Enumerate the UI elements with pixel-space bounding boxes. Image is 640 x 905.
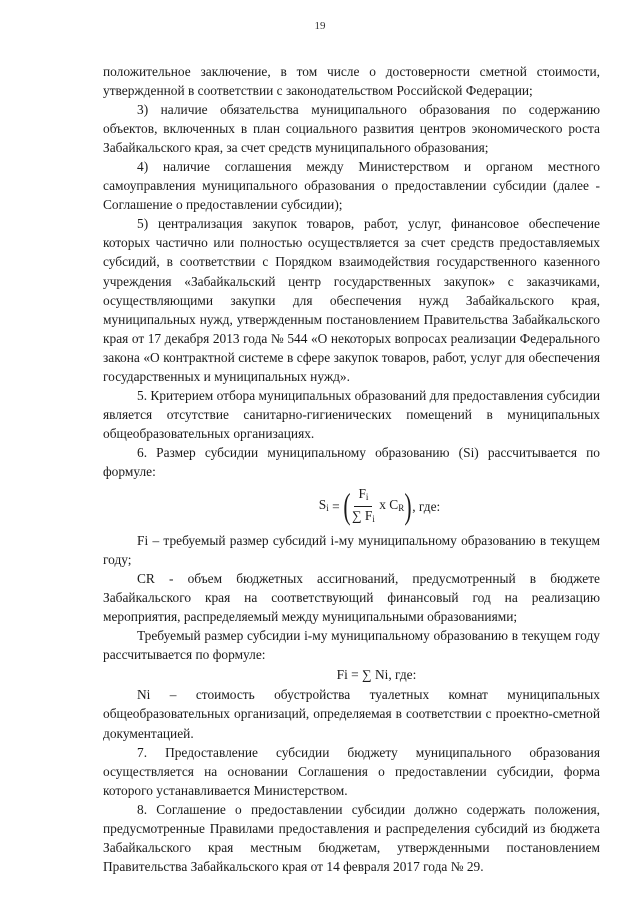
- required-size-formula: Fi = ∑ Ni, где:: [336, 667, 417, 683]
- subsidy-formula: [103, 482, 600, 530]
- formula-right-paren: ): [404, 486, 412, 527]
- formula-multiplier: x $C_R$: [379, 496, 405, 513]
- paragraph-section-6: 6. Размер субсидии муниципальному образованию (Si) рассчитывается по формуле:: [103, 444, 600, 479]
- document-body: [103, 62, 600, 876]
- paragraph-condition-3: 3) наличие обязательства муниципального образования по содержанию объектов, включенных в план социального развития центров экономического роста Забайкальского края, за счет средств муниципального образования;: [103, 102, 600, 156]
- formula-fraction: [352, 486, 375, 527]
- formula-denominator: ∑ $F_i$: [352, 507, 375, 524]
- paragraph-fi-definition: Fi – требуемый размер субсидий i-му муниципальному образованию в текущем году;: [103, 533, 600, 568]
- paragraph-required-size: Требуемый размер субсидии i-му муниципальному образованию в текущем году рассчитывается по формуле:: [103, 628, 600, 663]
- page-number: 19: [314, 20, 326, 32]
- paragraph-cr-definition: CR - объем бюджетных ассигнований, предусмотренный в бюджете Забайкальского края на соответствующий финансовый год на реализацию мероприятия, распределяемый между муниципальными образованиями;: [103, 571, 600, 625]
- formula-equals: =: [332, 498, 340, 514]
- paragraph-section-5: 5. Критерием отбора муниципальных образований для предоставления субсидии является отсутствие санитарно-гигиенических помещений в муниципальных общеобразовательных организациях.: [103, 387, 600, 441]
- paragraph-section-7: 7. Предоставление субсидии бюджету муниципального образования осуществляется на основании Соглашения о предоставлении субсидии, форма которого устанавливается Министерством.: [103, 744, 600, 798]
- paragraph-conclusion: положительное заключение, в том числе о достоверности сметной стоимости, утвержденной в соответствии с законодательством Российской Федерации;: [103, 64, 600, 99]
- paragraph-condition-4: 4) наличие соглашения между Министерством и органом местного самоуправления муниципального образования о предоставлении субсидии (далее - Соглашение о предоставлении субсидии);: [103, 159, 600, 213]
- paragraph-section-8: 8. Соглашение о предоставлении субсидии должно содержать положения, предусмотренные Правилами предоставления и распределения субсидий из бюджета Забайкальского края местным бюджетам, утвержденными постановлением Правительства Забайкальского края от 14 февраля 2017 года № 29.: [103, 801, 600, 874]
- formula-numerator: $F_i$: [354, 486, 372, 507]
- formula-lhs: $S_i$: [318, 496, 329, 513]
- formula-left-paren: (: [343, 486, 351, 527]
- paragraph-ni-definition: Ni – стоимость обустройства туалетных комнат муниципальных общеобразовательных организаций, определяемая в соответствии с проектно-сметной документацией.: [103, 687, 600, 741]
- paragraph-condition-5: 5) централизация закупок товаров, работ, услуг, финансовое обеспечение которых частично или полностью осуществляется за счет средств предоставляемых субсидий, в соответствии с Порядком взаимодействия государственного казенного учреждения «Забайкальский центр государственных закупок» с заказчиками, осуществляющими закупки для обеспечения нужд Забайкальского края, муниципальных нужд, утвержденным постановлением Правительства Забайкальского края от 17 декабря 2013 года № 544 «О некоторых вопросах реализации Федерального закона «О контрактной системе в сфере закупок товаров, работ, услуг для обеспечения государственных и муниципальных нужд».: [103, 216, 600, 384]
- formula-tail: , где:: [412, 498, 441, 514]
